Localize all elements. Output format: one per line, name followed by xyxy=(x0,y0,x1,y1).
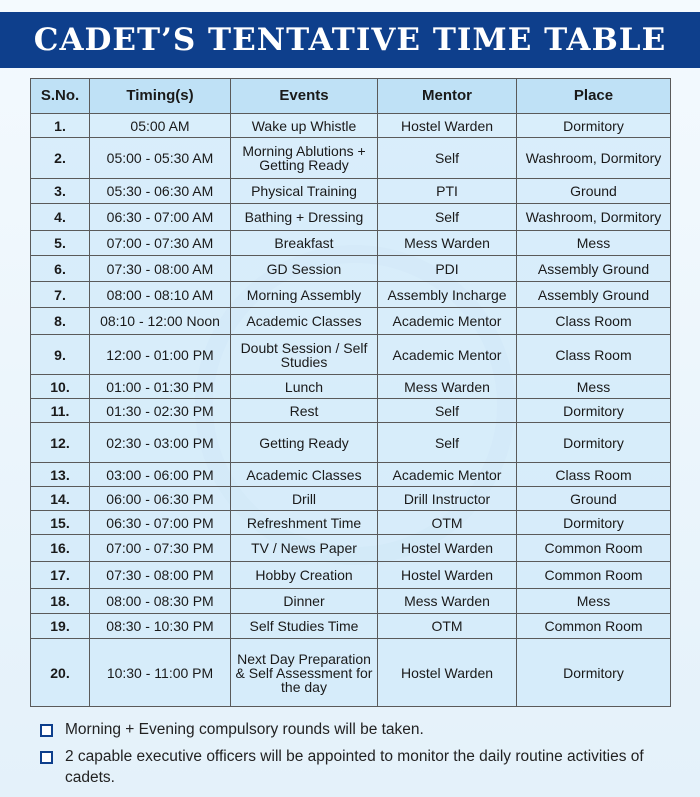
header-sno: S.No. xyxy=(31,79,90,114)
cell-place: Class Room xyxy=(517,463,671,487)
table-row xyxy=(31,487,671,511)
note-item xyxy=(40,746,680,788)
cell-place: Mess xyxy=(517,231,671,256)
cell-event: Wake up Whistle xyxy=(231,114,378,138)
cell-mentor: PTI xyxy=(378,179,517,204)
cell-place: Common Room xyxy=(517,562,671,589)
table-row xyxy=(31,562,671,589)
cell-timing: 05:30 - 06:30 AM xyxy=(90,179,231,204)
cell-event: Self Studies Time xyxy=(231,614,378,639)
page-title: CADET’S TENTATIVE TIME TABLE xyxy=(33,22,667,58)
cell-timing: 07:00 - 07:30 AM xyxy=(90,231,231,256)
cell-event: GD Session xyxy=(231,256,378,282)
cell-timing: 07:30 - 08:00 AM xyxy=(90,256,231,282)
cell-timing: 05:00 - 05:30 AM xyxy=(90,138,231,179)
cell-sno: 20. xyxy=(31,639,90,707)
notes-list xyxy=(40,719,680,794)
cell-timing: 07:30 - 08:00 PM xyxy=(90,562,231,589)
table-row xyxy=(31,282,671,308)
cell-mentor: OTM xyxy=(378,511,517,535)
cell-timing: 10:30 - 11:00 PM xyxy=(90,639,231,707)
cell-event: Lunch xyxy=(231,375,378,399)
cell-sno: 15. xyxy=(31,511,90,535)
header-mentor: Mentor xyxy=(378,79,517,114)
cell-mentor: Hostel Warden xyxy=(378,639,517,707)
cell-place: Mess xyxy=(517,375,671,399)
cell-place: Dormitory xyxy=(517,511,671,535)
cell-sno: 17. xyxy=(31,562,90,589)
cell-event: Academic Classes xyxy=(231,308,378,335)
cell-mentor: Hostel Warden xyxy=(378,535,517,562)
note-text: 2 capable executive officers will be appointed to monitor the daily routine activities of cadets. xyxy=(65,748,644,786)
table-body xyxy=(31,114,671,707)
cell-mentor: Self xyxy=(378,399,517,423)
cell-event: Breakfast xyxy=(231,231,378,256)
cell-timing: 05:00 AM xyxy=(90,114,231,138)
cell-timing: 01:00 - 01:30 PM xyxy=(90,375,231,399)
cell-event: Refreshment Time xyxy=(231,511,378,535)
cell-sno: 2. xyxy=(31,138,90,179)
table-row xyxy=(31,511,671,535)
cell-event: Academic Classes xyxy=(231,463,378,487)
cell-mentor: PDI xyxy=(378,256,517,282)
cell-sno: 5. xyxy=(31,231,90,256)
table-row xyxy=(31,589,671,614)
timetable xyxy=(30,78,671,707)
cell-event: Getting Ready xyxy=(231,423,378,463)
cell-sno: 19. xyxy=(31,614,90,639)
cell-timing: 02:30 - 03:00 PM xyxy=(90,423,231,463)
cell-timing: 08:00 - 08:30 PM xyxy=(90,589,231,614)
cell-timing: 08:30 - 10:30 PM xyxy=(90,614,231,639)
cell-mentor: Mess Warden xyxy=(378,231,517,256)
cell-timing: 07:00 - 07:30 PM xyxy=(90,535,231,562)
cell-sno: 10. xyxy=(31,375,90,399)
cell-sno: 9. xyxy=(31,335,90,375)
cell-mentor: OTM xyxy=(378,614,517,639)
header-events: Events xyxy=(231,79,378,114)
cell-event: Morning Assembly xyxy=(231,282,378,308)
cell-sno: 8. xyxy=(31,308,90,335)
table-row xyxy=(31,256,671,282)
cell-event: Rest xyxy=(231,399,378,423)
cell-place: Class Room xyxy=(517,335,671,375)
note-text: Morning + Evening compulsory rounds will be taken. xyxy=(65,721,424,738)
cell-mentor: Academic Mentor xyxy=(378,335,517,375)
cell-mentor: Mess Warden xyxy=(378,375,517,399)
cell-mentor: Mess Warden xyxy=(378,589,517,614)
cell-place: Mess xyxy=(517,589,671,614)
cell-timing: 06:30 - 07:00 PM xyxy=(90,511,231,535)
cell-event: Next Day Preparation & Self Assessment for the day xyxy=(231,639,378,707)
table-header-row xyxy=(31,79,671,114)
cell-event: Dinner xyxy=(231,589,378,614)
cell-sno: 7. xyxy=(31,282,90,308)
cell-mentor: Self xyxy=(378,204,517,231)
table-row xyxy=(31,375,671,399)
table-row xyxy=(31,204,671,231)
table-row xyxy=(31,399,671,423)
header-place: Place xyxy=(517,79,671,114)
cell-event: Bathing + Dressing xyxy=(231,204,378,231)
cell-sno: 14. xyxy=(31,487,90,511)
cell-sno: 13. xyxy=(31,463,90,487)
cell-timing: 08:10 - 12:00 Noon xyxy=(90,308,231,335)
cell-place: Dormitory xyxy=(517,399,671,423)
cell-mentor: Academic Mentor xyxy=(378,463,517,487)
cell-place: Dormitory xyxy=(517,114,671,138)
cell-mentor: Hostel Warden xyxy=(378,114,517,138)
table-row xyxy=(31,179,671,204)
cell-mentor: Drill Instructor xyxy=(378,487,517,511)
cell-sno: 11. xyxy=(31,399,90,423)
table-row xyxy=(31,423,671,463)
table-row xyxy=(31,114,671,138)
cell-place: Dormitory xyxy=(517,423,671,463)
square-bullet-icon xyxy=(40,751,53,764)
cell-place: Assembly Ground xyxy=(517,282,671,308)
cell-sno: 18. xyxy=(31,589,90,614)
cell-sno: 3. xyxy=(31,179,90,204)
cell-place: Common Room xyxy=(517,535,671,562)
cell-event: Doubt Session / Self Studies xyxy=(231,335,378,375)
cell-place: Ground xyxy=(517,179,671,204)
cell-timing: 06:30 - 07:00 AM xyxy=(90,204,231,231)
cell-place: Common Room xyxy=(517,614,671,639)
cell-sno: 12. xyxy=(31,423,90,463)
cell-event: Physical Training xyxy=(231,179,378,204)
table-row xyxy=(31,231,671,256)
cell-mentor: Self xyxy=(378,423,517,463)
title-banner xyxy=(0,12,700,68)
cell-event: Hobby Creation xyxy=(231,562,378,589)
header-timing: Timing(s) xyxy=(90,79,231,114)
table-row xyxy=(31,308,671,335)
cell-mentor: Hostel Warden xyxy=(378,562,517,589)
table-row xyxy=(31,639,671,707)
cell-timing: 01:30 - 02:30 PM xyxy=(90,399,231,423)
cell-timing: 06:00 - 06:30 PM xyxy=(90,487,231,511)
note-item xyxy=(40,719,680,740)
table-row xyxy=(31,614,671,639)
cell-timing: 12:00 - 01:00 PM xyxy=(90,335,231,375)
cell-place: Ground xyxy=(517,487,671,511)
cell-event: TV / News Paper xyxy=(231,535,378,562)
cell-event: Drill xyxy=(231,487,378,511)
square-bullet-icon xyxy=(40,724,53,737)
table-row xyxy=(31,335,671,375)
cell-event: Morning Ablutions + Getting Ready xyxy=(231,138,378,179)
table-row xyxy=(31,138,671,179)
cell-sno: 4. xyxy=(31,204,90,231)
cell-place: Washroom, Dormitory xyxy=(517,138,671,179)
cell-sno: 16. xyxy=(31,535,90,562)
cell-place: Washroom, Dormitory xyxy=(517,204,671,231)
cell-mentor: Assembly Incharge xyxy=(378,282,517,308)
cell-timing: 08:00 - 08:10 AM xyxy=(90,282,231,308)
cell-timing: 03:00 - 06:00 PM xyxy=(90,463,231,487)
cell-place: Class Room xyxy=(517,308,671,335)
cell-sno: 1. xyxy=(31,114,90,138)
cell-place: Assembly Ground xyxy=(517,256,671,282)
cell-place: Dormitory xyxy=(517,639,671,707)
cell-mentor: Self xyxy=(378,138,517,179)
table-row xyxy=(31,463,671,487)
table-row xyxy=(31,535,671,562)
cell-mentor: Academic Mentor xyxy=(378,308,517,335)
cell-sno: 6. xyxy=(31,256,90,282)
